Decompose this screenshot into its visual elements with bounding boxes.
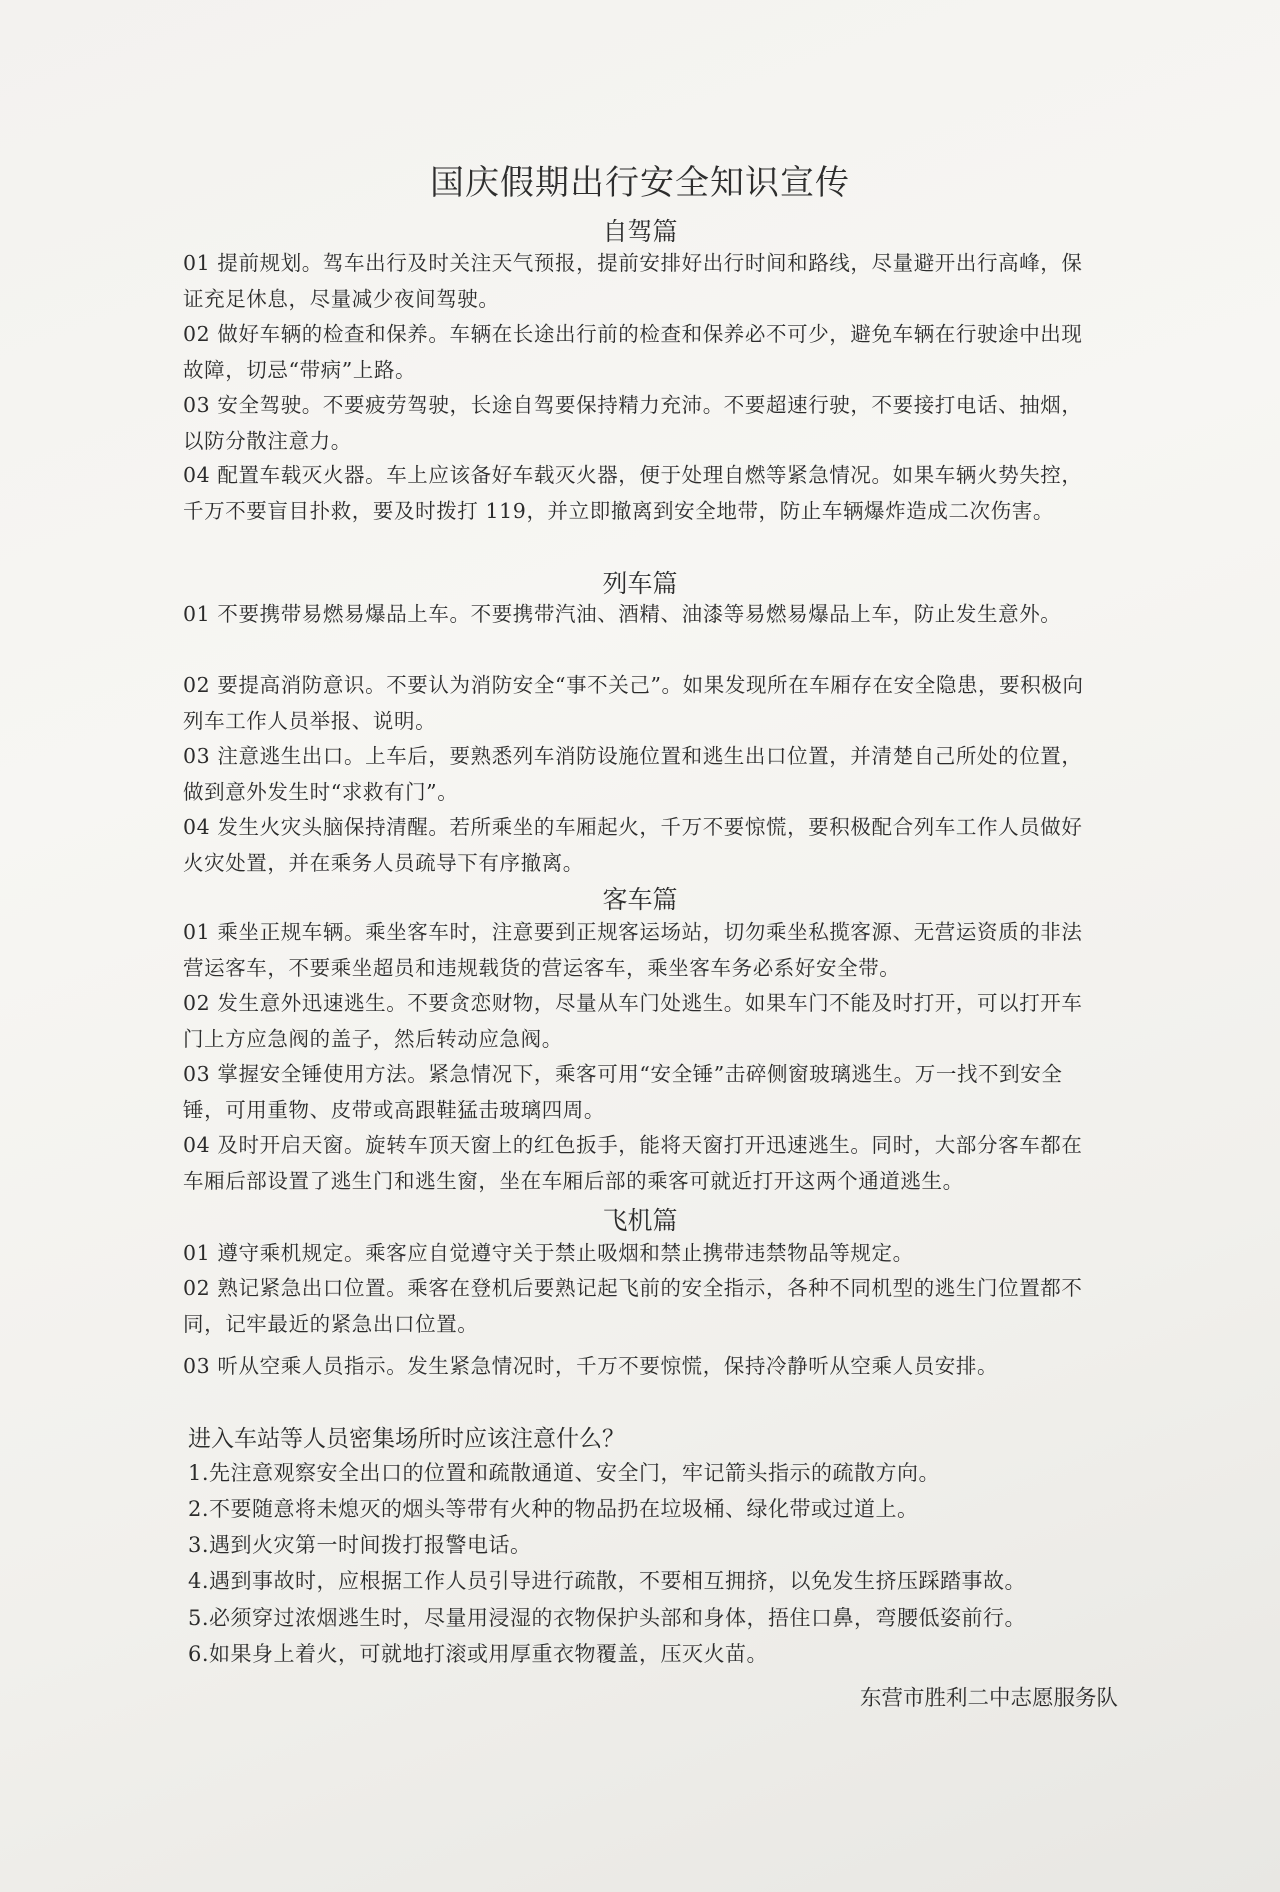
self-drive-item-1: 01 提前规划。驾车出行及时关注天气预报，提前安排好出行时间和路线，尽量避开出行高峰，保证充足休息，尽量减少夜间驾驶。: [183, 251, 1083, 311]
tip-item-4: 4.遇到事故时，应根据工作人员引导进行疏散，不要相互拥挤，以免发生挤压踩踏事故。: [188, 1569, 1027, 1593]
section-heading-self-drive: 自驾篇: [602, 217, 678, 246]
airplane-item-3: 03 听从空乘人员指示。发生紧急情况时，千万不要惊慌，保持冷静听从空乘人员安排。: [183, 1354, 999, 1378]
document-title: 国庆假期出行安全知识宣传: [430, 163, 850, 203]
tip-item-6: 6.如果身上着火，可就地打滚或用厚重衣物覆盖，压灭火苗。: [188, 1642, 769, 1666]
train-item-3: 03 注意逃生出口。上车后，要熟悉列车消防设施位置和逃生出口位置，并清楚自己所处的位置，做到意外发生时“求救有门”。: [183, 744, 1083, 804]
coach-item-3: 03 掌握安全锤使用方法。紧急情况下，乘客可用“安全锤”击碎侧窗玻璃逃生。万一找不到安全锤，可用重物、皮带或高跟鞋猛击玻璃四周。: [183, 1062, 1063, 1122]
tip-item-5: 5.必须穿过浓烟逃生时，尽量用浸湿的衣物保护头部和身体，捂住口鼻，弯腰低姿前行。: [188, 1606, 1027, 1630]
crowded-places-question: 进入车站等人员密集场所时应该注意什么？: [188, 1426, 625, 1452]
self-drive-item-4: 04 配置车载灭火器。车上应该备好车载灭火器，便于处理自燃等紧急情况。如果车辆火势失控，千万不要盲目扑救，要及时拨打 119，并立即撤离到安全地带，防止车辆爆炸造成二次伤害。: [183, 463, 1083, 523]
coach-item-4: 04 及时开启天窗。旋转车顶天窗上的红色扳手，能将天窗打开迅速逃生。同时，大部分客车都在车厢后部设置了逃生门和逃生窗，坐在车厢后部的乘客可就近打开这两个通道逃生。: [183, 1133, 1083, 1193]
train-item-1: 01 不要携带易燃易爆品上车。不要携带汽油、酒精、油漆等易燃易爆品上车，防止发生意外。: [183, 602, 1062, 626]
coach-item-2: 02 发生意外迅速逃生。不要贪恋财物，尽量从车门处逃生。如果车门不能及时打开，可以打开车门上方应急阀的盖子，然后转动应急阀。: [183, 991, 1083, 1051]
section-heading-coach: 客车篇: [602, 885, 678, 914]
coach-item-1: 01 乘坐正规车辆。乘坐客车时，注意要到正规客运场站，切勿乘坐私揽客源、无营运资质的非法营运客车，不要乘坐超员和违规载货的营运客车，乘坐客车务必系好安全带。: [183, 920, 1083, 980]
train-item-4: 04 发生火灾头脑保持清醒。若所乘坐的车厢起火，千万不要惊慌，要积极配合列车工作人员做好火灾处置，并在乘务人员疏导下有序撤离。: [183, 815, 1083, 875]
tip-item-3: 3.遇到火灾第一时间拨打报警电话。: [188, 1533, 532, 1557]
tip-item-2: 2.不要随意将未熄灭的烟头等带有火种的物品扔在垃圾桶、绿化带或过道上。: [188, 1497, 919, 1521]
train-item-2: 02 要提高消防意识。不要认为消防安全“事不关己”。如果发现所在车厢存在安全隐患，要积极向列车工作人员举报、说明。: [183, 673, 1084, 733]
self-drive-item-3: 03 安全驾驶。不要疲劳驾驶，长途自驾要保持精力充沛。不要超速行驶，不要接打电话、抽烟，以防分散注意力。: [183, 393, 1083, 453]
airplane-item-1: 01 遵守乘机规定。乘客应自觉遵守关于禁止吸烟和禁止携带违禁物品等规定。: [183, 1241, 914, 1265]
airplane-item-2: 02 熟记紧急出口位置。乘客在登机后要熟记起飞前的安全指示，各种不同机型的逃生门位置都不同，记牢最近的紧急出口位置。: [183, 1276, 1083, 1336]
section-heading-train: 列车篇: [602, 569, 678, 598]
section-heading-airplane: 飞机篇: [602, 1206, 678, 1235]
self-drive-item-2: 02 做好车辆的检查和保养。车辆在长途出行前的检查和保养必不可少，避免车辆在行驶途中出现故障，切忌“带病”上路。: [183, 322, 1083, 382]
tip-item-1: 1.先注意观察安全出口的位置和疏散通道、安全门，牢记箭头指示的疏散方向。: [188, 1461, 941, 1485]
signature: 东营市胜利二中志愿服务队: [859, 1686, 1118, 1711]
